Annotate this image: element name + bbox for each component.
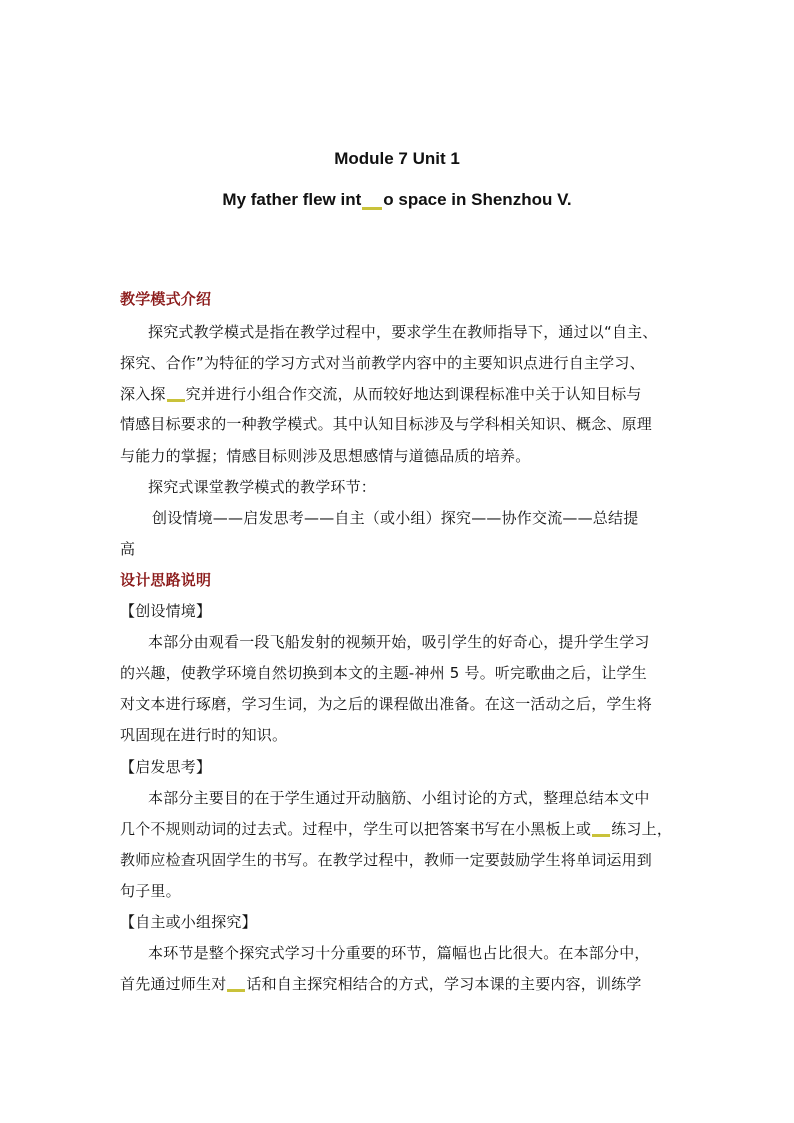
paragraph-line: 探究、合作”为特征的学习方式对当前教学内容中的主要知识点进行自主学习、 [120,354,645,372]
section-heading-design: 设计思路说明 [120,571,212,589]
paragraph-line: 教师应检查巩固学生的书写。在教学过程中，教师一定要鼓励学生将单词运用到 [120,851,653,869]
title-line-1: Module 7 Unit 1 [334,149,460,168]
subsection-label: 【启发思考】 [120,758,212,776]
paragraph-line: 深入探 究并进行小组合作交流，从而较好地达到课程标准中关于认知目标与 [120,385,642,403]
highlight-mark [362,207,382,210]
subsection-label: 【自主或小组探究】 [120,913,257,931]
paragraph-line: 几个不规则动词的过去式。过程中，学生可以把答案书写在小黑板上或 练习上， [120,820,673,838]
document-subtitle: My father flew int o space in Shenzhou V. [222,190,572,209]
paragraph-line: 创设情境——启发思考——自主（或小组）探究——协作交流——总结提 [152,509,639,527]
paragraph-line: 巩固现在进行时的知识。 [120,726,288,744]
paragraph-line: 本环节是整个探究式学习十分重要的环节，篇幅也占比很大。在本部分中， [148,944,650,962]
paragraph-line: 与能力的掌握；情感目标则涉及思想感情与道德品质的培养。 [120,447,531,465]
paragraph-line: 高 [120,540,136,558]
highlight-mark [167,399,185,402]
paragraph-line: 本部分由观看一段飞船发射的视频开始，吸引学生的好奇心，提升学生学习 [148,633,650,651]
paragraph-line: 探究式课堂教学模式的教学环节： [148,478,377,496]
highlight-mark [227,989,245,992]
paragraph-line: 的兴趣，使教学环境自然切换到本文的主题-神州 5 号。听完歌曲之后，让学生 [120,664,647,682]
paragraph-line: 首先通过师生对 话和自主探究相结合的方式，学习本课的主要内容，训练学 [120,975,642,993]
subsection-label: 【创设情境】 [120,602,212,620]
section-heading-teaching-mode: 教学模式介绍 [120,290,212,308]
highlight-mark [592,834,610,837]
paragraph-line: 本部分主要目的在于学生通过开动脑筋、小组讨论的方式，整理总结本文中 [148,789,650,807]
document-title [0,149,794,169]
paragraph-line: 句子里。 [120,882,181,900]
paragraph-line: 探究式教学模式是指在教学过程中，要求学生在教师指导下，通过以“自主、 [148,323,658,341]
paragraph-line: 情感目标要求的一种教学模式。其中认知目标涉及与学科相关知识、概念、原理 [120,415,653,433]
paragraph-line: 对文本进行琢磨，学习生词，为之后的课程做出准备。在这一活动之后，学生将 [120,695,653,713]
